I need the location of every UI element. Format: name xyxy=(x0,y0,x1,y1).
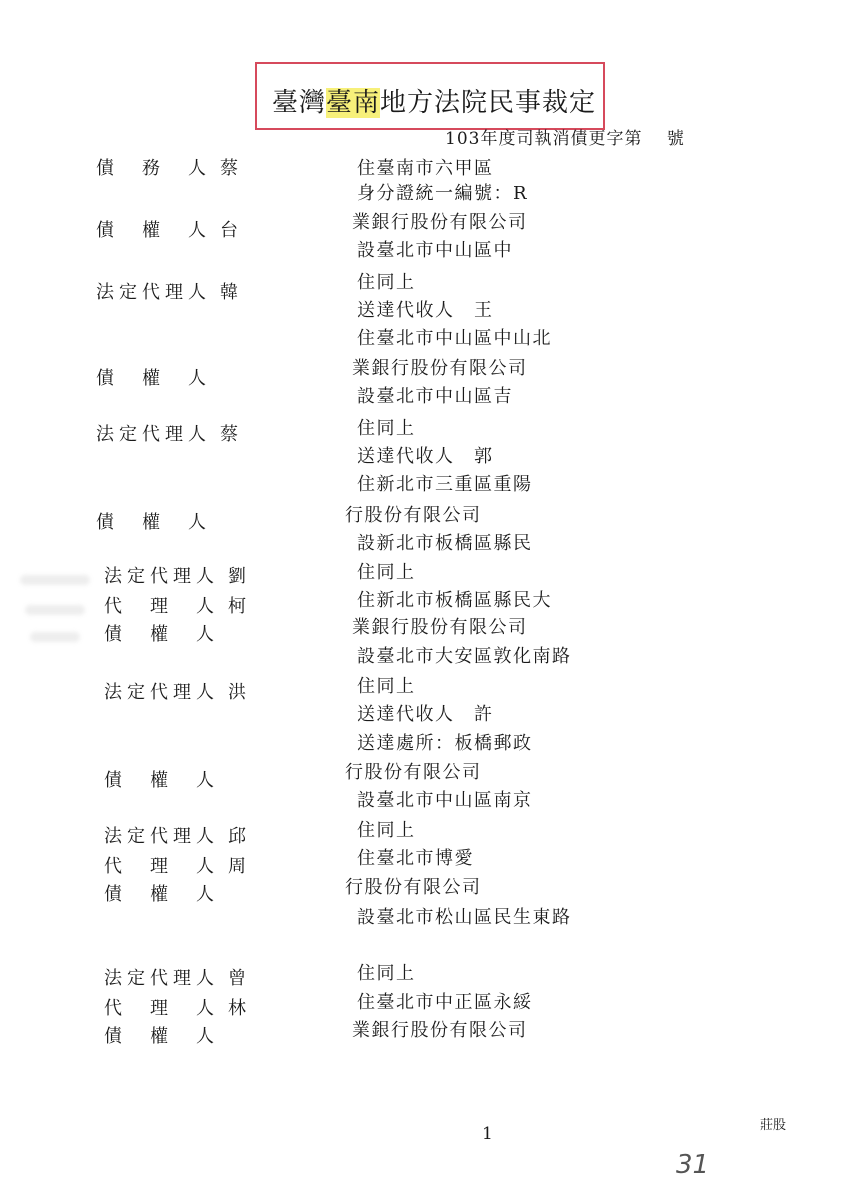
party-label xyxy=(96,512,220,534)
party-role: 債 權 人 xyxy=(104,884,214,905)
party-role: 債 權 人 xyxy=(96,368,206,389)
scan-smudge xyxy=(20,575,90,585)
party-detail-line: 設新北市板橋區縣民 xyxy=(357,533,533,554)
document-title xyxy=(272,82,596,119)
party-name: 洪 xyxy=(228,682,246,703)
party-name: 蔡 xyxy=(220,424,238,445)
party-label xyxy=(104,1026,228,1048)
party-label xyxy=(104,968,246,990)
party-name: 柯 xyxy=(228,596,246,617)
party-label xyxy=(104,624,228,646)
party-detail-line: 住同上 xyxy=(357,963,416,984)
party-detail-line: 設臺北市中山區中 xyxy=(357,240,513,261)
party-detail-line: 住臺南市六甲區 xyxy=(357,158,494,179)
party-name: 蔡 xyxy=(220,158,238,179)
party-detail-line: 送達處所：板橋郵政 xyxy=(357,733,533,754)
party-name: 邱 xyxy=(228,826,246,847)
scan-smudge xyxy=(25,605,85,615)
party-detail-line: 設臺北市中山區南京 xyxy=(357,790,533,811)
party-role: 法定代理人 xyxy=(104,968,214,989)
party-detail-line: 住同上 xyxy=(357,562,416,583)
party-detail-line: 業銀行股份有限公司 xyxy=(352,212,528,233)
case-number: 103年度司執消債更字第 號 xyxy=(445,129,685,149)
party-label xyxy=(96,424,238,446)
title-suffix: 地方法院民事裁定 xyxy=(380,88,597,118)
title-prefix: 臺灣 xyxy=(272,88,327,118)
page-number: 1 xyxy=(482,1124,493,1144)
party-role: 債 務 人 xyxy=(96,158,206,179)
party-name: 曾 xyxy=(228,968,246,989)
party-detail-line: 送達代收人 王 xyxy=(357,300,494,321)
party-detail-line: 業銀行股份有限公司 xyxy=(352,617,528,638)
party-detail-line: 住新北市三重區重陽 xyxy=(357,474,533,495)
party-label xyxy=(96,220,238,242)
party-detail-line: 業銀行股份有限公司 xyxy=(352,1020,528,1041)
party-detail-line: 住臺北市中正區永綏 xyxy=(357,992,533,1013)
party-detail-line: 設臺北市中山區吉 xyxy=(357,386,513,407)
party-label xyxy=(96,368,220,390)
party-role: 法定代理人 xyxy=(104,682,214,703)
party-detail-line: 身分證統一編號：R xyxy=(357,183,529,204)
party-role: 債 權 人 xyxy=(96,512,206,533)
party-role: 債 權 人 xyxy=(104,624,214,645)
party-role: 法定代理人 xyxy=(96,282,206,303)
party-detail-line: 行股份有限公司 xyxy=(345,762,482,783)
party-detail-line: 住臺北市博愛 xyxy=(357,848,474,869)
party-role: 代 理 人 xyxy=(104,998,214,1019)
party-role: 代 理 人 xyxy=(104,856,214,877)
party-detail-line: 送達代收人 郭 xyxy=(357,446,494,467)
party-role: 法定代理人 xyxy=(104,826,214,847)
party-label xyxy=(104,770,228,792)
title-highlight: 臺南 xyxy=(326,88,381,118)
party-label xyxy=(104,826,246,848)
handwritten-mark: 31 xyxy=(676,1150,710,1180)
party-role: 代 理 人 xyxy=(104,596,214,617)
party-label xyxy=(104,596,246,618)
party-detail-line: 住同上 xyxy=(357,820,416,841)
party-detail-line: 住同上 xyxy=(357,418,416,439)
party-detail-line: 行股份有限公司 xyxy=(345,877,482,898)
party-role: 法定代理人 xyxy=(104,566,214,587)
party-role: 債 權 人 xyxy=(96,220,206,241)
party-role: 債 權 人 xyxy=(104,1026,214,1047)
party-detail-line: 住新北市板橋區縣民大 xyxy=(357,590,552,611)
party-label xyxy=(96,158,238,180)
party-detail-line: 設臺北市松山區民生東路 xyxy=(357,907,572,928)
party-detail-line: 設臺北市大安區敦化南路 xyxy=(357,646,572,667)
party-name: 林 xyxy=(228,998,246,1019)
footer-stamp: 莊股 xyxy=(760,1118,787,1133)
party-name: 台 xyxy=(220,220,238,241)
party-label xyxy=(96,282,238,304)
party-name: 韓 xyxy=(220,282,238,303)
party-label xyxy=(104,856,246,878)
party-label xyxy=(104,566,246,588)
party-detail-line: 送達代收人 許 xyxy=(357,704,494,725)
party-name: 周 xyxy=(228,856,246,877)
party-detail-line: 住同上 xyxy=(357,272,416,293)
party-detail-line: 業銀行股份有限公司 xyxy=(352,358,528,379)
party-detail-line: 行股份有限公司 xyxy=(345,505,482,526)
scan-smudge xyxy=(30,632,80,642)
party-detail-line: 住同上 xyxy=(357,676,416,697)
party-label xyxy=(104,682,246,704)
party-role: 法定代理人 xyxy=(96,424,206,445)
party-detail-line: 住臺北市中山區中山北 xyxy=(357,328,552,349)
party-label xyxy=(104,998,246,1020)
party-role: 債 權 人 xyxy=(104,770,214,791)
party-label xyxy=(104,884,228,906)
party-name: 劉 xyxy=(228,566,246,587)
